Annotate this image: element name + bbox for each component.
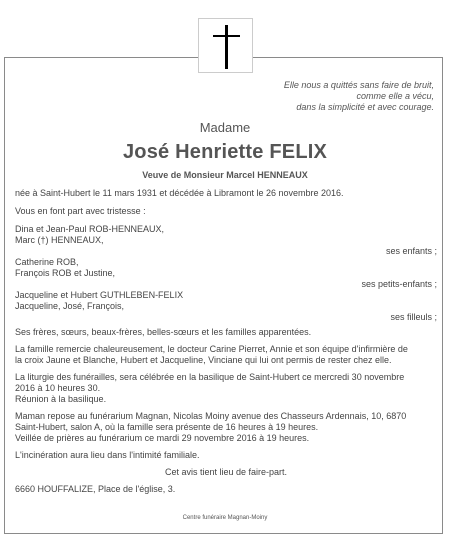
poem-line: dans la simplicité et avec courage.: [296, 102, 434, 112]
poem-line: Elle nous a quittés sans faire de bruit,: [283, 80, 434, 90]
funeral-home-credit: Centre funéraire Magnan-Moiny: [182, 515, 268, 521]
children-line: Marc (†) HENNEAUX,: [15, 235, 104, 245]
thanks-line: La famille remercie chaleureusement, le docteur Carine Pierret, Annie et son équipe d'infirmière de: [15, 344, 408, 354]
epitaph-poem: [174, 80, 434, 113]
intro-line: Vous en font part avec tristesse :: [15, 206, 146, 216]
cross-emblem: [198, 18, 253, 73]
grandchildren-label: ses petits-enfants ;: [361, 279, 437, 289]
godchildren-line: Jacqueline, José, François,: [15, 301, 125, 311]
children-line: Dina et Jean-Paul ROB-HENNEAUX,: [15, 224, 165, 234]
godchildren-label: ses filleuls ;: [390, 312, 437, 322]
honorific: Madame: [199, 120, 251, 135]
funeral-home-line: Veillée de prières au funérarium ce mardi 29 novembre 2016 à 19 heures.: [15, 433, 310, 443]
deceased-name: José Henriette FELIX: [122, 141, 328, 163]
grandchildren-line: Catherine ROB,: [15, 257, 79, 267]
poem-line: comme elle a vécu,: [356, 91, 434, 101]
liturgy-line: Réunion à la basilique.: [15, 394, 107, 404]
godchildren-line: Jacqueline et Hubert GUTHLEBEN-FELIX: [15, 290, 184, 300]
notice-line: Cet avis tient lieu de faire-part.: [164, 467, 288, 477]
children-label: ses enfants ;: [385, 246, 437, 256]
liturgy-line: La liturgie des funérailles, sera célébrée en la basilique de Saint-Hubert ce mercredi 30 novembre: [15, 372, 405, 382]
grandchildren-line: François ROB et Justine,: [15, 268, 116, 278]
cross-icon-bar: [213, 35, 240, 37]
cross-icon: [225, 25, 228, 69]
widow-of: Veuve de Monsieur Marcel HENNEAUX: [142, 170, 308, 180]
notice-body: [15, 188, 437, 495]
address-line: 6660 HOUFFALIZE, Place de l'église, 3.: [15, 484, 176, 494]
thanks-line: la croix Jaune et Blanche, Hubert et Jacqueline, Vinciane qui lui ont permis de rester chez elle.: [15, 355, 392, 365]
funeral-home-line: Maman repose au funérarium Magnan, Nicolas Moiny avenue des Chasseurs Ardennais, 10, 6870: [15, 411, 407, 421]
incineration-line: L'incinération aura lieu dans l'intimité familiale.: [15, 450, 200, 460]
birth-death-line: née à Saint-Hubert le 11 mars 1931 et décédée à Libramont le 26 novembre 2016.: [15, 188, 344, 198]
funeral-home-line: Saint-Hubert, salon A, où la famille sera présente de 16 heures à 19 heures.: [15, 422, 319, 432]
siblings-line: Ses frères, sœurs, beaux-frères, belles-sœurs et les familles apparentées.: [15, 327, 312, 337]
liturgy-line: 2016 à 10 heures 30.: [15, 383, 101, 393]
